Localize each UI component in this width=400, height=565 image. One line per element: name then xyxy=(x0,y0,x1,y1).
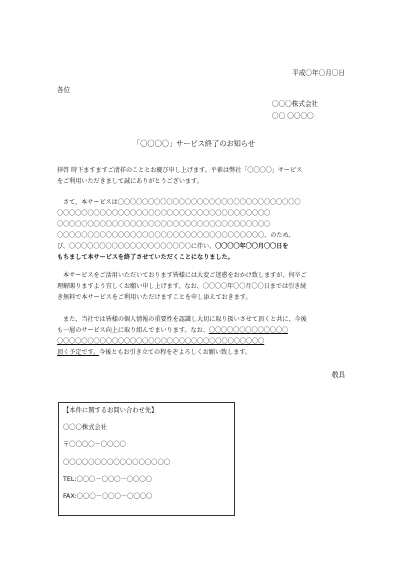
intro-line: をご利用いただきまして誠にありがとうございます。 xyxy=(57,178,203,185)
paragraph-text: び、〇〇〇〇〇〇〇〇〇〇〇〇〇〇〇〇〇〇〇〇に伴い、 xyxy=(57,243,216,250)
contact-company: 〇〇〇株式会社 xyxy=(63,424,108,431)
main-paragraph xyxy=(57,197,357,263)
contact-heading: 【本件に関するお問い合わせ先】 xyxy=(63,407,158,414)
sender-person: 〇〇 〇〇〇〇 xyxy=(272,112,314,120)
underlined-line: 〇〇〇〇〇〇〇〇〇〇〇〇〇〇〇〇〇〇〇〇〇〇〇〇〇〇〇〇〇〇〇〇〇〇 xyxy=(57,338,265,345)
paragraph-line: さて、本サービスは〇〇〇〇〇〇〇〇〇〇〇〇〇〇〇〇〇〇〇〇〇〇〇〇〇〇〇〇〇〇 xyxy=(63,199,301,206)
paragraph-line xyxy=(57,347,357,358)
intro-paragraph xyxy=(57,165,357,187)
privacy-paragraph xyxy=(57,314,357,358)
paragraph-line: 本サービスをご活用いただいております皆様には大変ご迷惑をおかけ致しますが、何卒ご xyxy=(63,272,307,279)
apology-paragraph xyxy=(57,270,357,303)
paragraph-line xyxy=(57,325,357,336)
paragraph-line: き無料で本サービスをご利用いただけますことを申し添えておきます。 xyxy=(57,294,252,301)
underlined-text: 〇〇〇〇〇〇〇〇〇〇〇〇〇 xyxy=(208,327,289,334)
contact-address: 〇〇〇〇〇〇〇〇〇〇〇〇〇〇〇〇〇 xyxy=(63,459,171,466)
sender-company: 〇〇〇株式会社 xyxy=(272,100,319,108)
contact-tel: TEL:〇〇〇－〇〇〇－〇〇〇〇 xyxy=(63,476,153,483)
end-date-emphasis: 〇〇〇〇年〇〇月〇〇日を xyxy=(215,243,289,250)
paragraph-text: も一層のサービス向上に取り組んでまいります。なお、 xyxy=(57,327,209,334)
paragraph-line: 〇〇〇〇〇〇〇〇〇〇〇〇〇〇〇〇〇〇〇〇〇〇〇〇〇〇〇〇〇〇〇〇〇〇〇 xyxy=(57,221,271,228)
end-notice-emphasis: もちまして本サービスを終了させていただくことになりました。 xyxy=(57,254,234,261)
paragraph-line xyxy=(57,241,357,252)
underlined-text: 頂く予定です。 xyxy=(57,349,100,356)
contact-postal-code: 〒〇〇〇〇－〇〇〇〇 xyxy=(63,441,126,448)
contact-fax: FAX:〇〇〇－〇〇〇－〇〇〇〇 xyxy=(63,493,153,500)
document-date: 平成〇年〇月〇日 xyxy=(292,69,345,77)
closing-remark: 敬具 xyxy=(331,371,345,379)
document-title: 「〇〇〇〇」サービス終了のお知らせ xyxy=(133,139,255,148)
paragraph-line: 〇〇〇〇〇〇〇〇〇〇〇〇〇〇〇〇〇〇〇〇〇〇〇〇〇〇〇〇〇〇〇〇〇〇〇 xyxy=(57,210,271,217)
paragraph-line: 〇〇〇〇〇〇〇〇〇〇〇〇〇〇〇〇〇〇〇〇〇〇〇〇〇〇〇〇〇〇〇〇〇〇、のため、 xyxy=(57,232,295,239)
intro-line: 拝啓 時下ますますご清祥のこととお慶び申し上げます。平素は弊社「〇〇〇〇」サービス xyxy=(57,167,303,174)
recipient: 各位 xyxy=(57,86,71,94)
paragraph-line: また、当社では皆様の個人情報の重要性を認識し大切に取り扱いさせて頂くと共に、今後 xyxy=(63,316,307,323)
contact-box xyxy=(58,402,235,516)
paragraph-text: 今後ともお引き立ての程をぞよろしくお願い致します。 xyxy=(99,349,252,356)
paragraph-line: 理解賜りますよう宜しくお願い申し上げます。なお、〇〇〇〇年〇〇月〇〇日までは引き続 xyxy=(57,283,307,290)
